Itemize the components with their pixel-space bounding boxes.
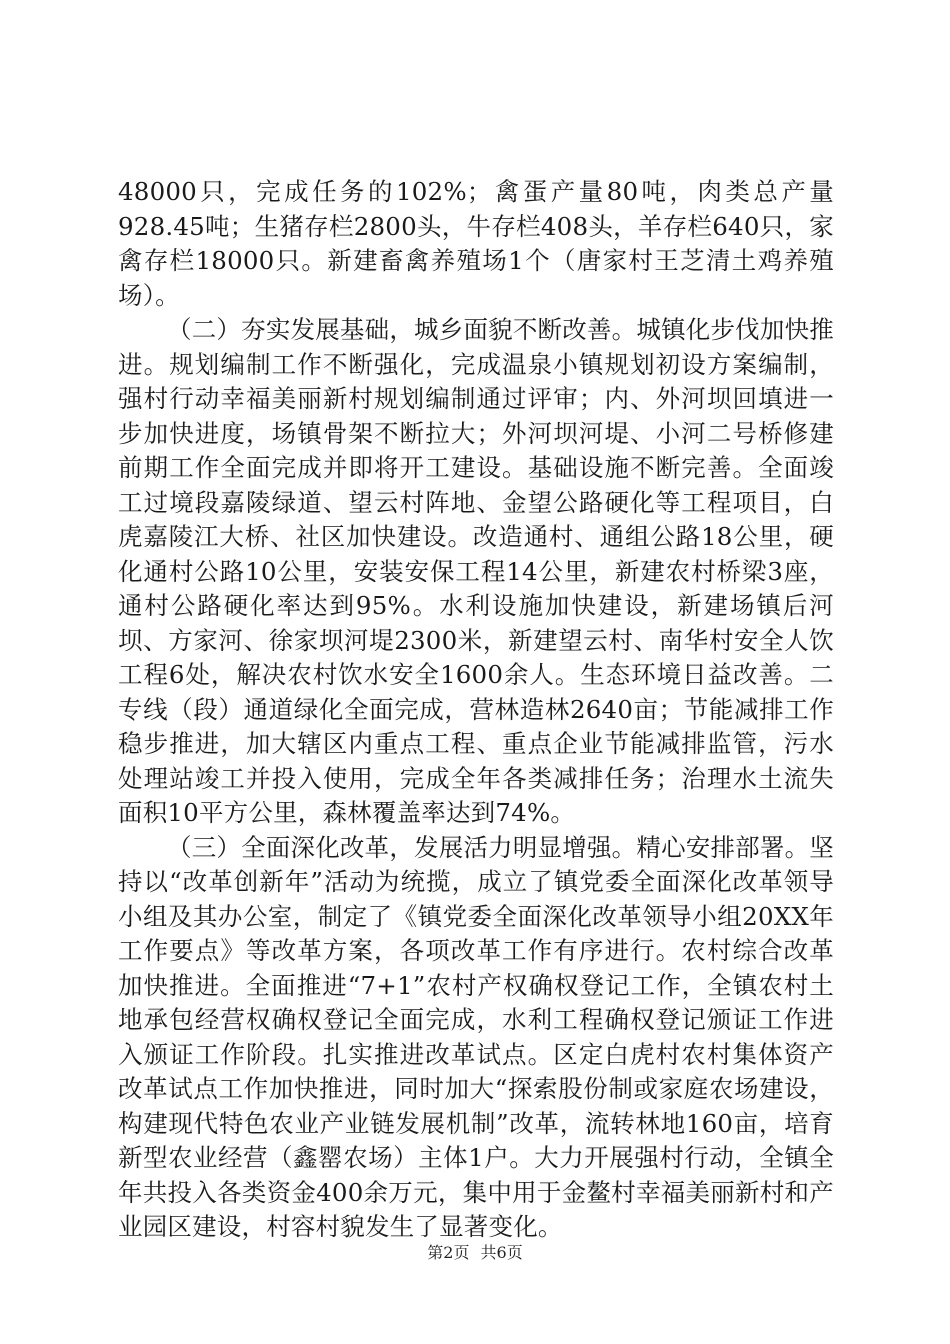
page-number: 第2页 xyxy=(427,1243,470,1262)
document-body xyxy=(118,175,834,1245)
paragraph-livestock: 48000只，完成任务的102%；禽蛋产量80吨，肉类总产量928.45吨；生猪存栏2800头，牛存栏408头，羊存栏640只，家禽存栏18000只。新建畜禽养殖场1个（唐家村王芝清土鸡养殖场）。 xyxy=(118,177,834,310)
page-total: 共6页 xyxy=(480,1243,523,1262)
paragraph-infrastructure: （二）夯实发展基础，城乡面貌不断改善。城镇化步伐加快推进。规划编制工作不断强化，完成温泉小镇规划初设方案编制，强村行动幸福美丽新村规划编制通过评审；内、外河坝回填进一步加快进度，场镇骨架不断拉大；外河坝河堤、小河二号桥修建前期工作全面完成并即将开工建设。基础设施不断完善。全面竣工过境段嘉陵绿道、望云村阵地、金望公路硬化等工程项目，白虎嘉陵江大桥、社区加快建设。改造通村、通组公路18公里，硬化通村公路10公里，安装安保工程14公里，新建农村桥梁3座，通村公路硬化率达到95%。水利设施加快建设，新建场镇后河坝、方家河、徐家坝河堤2300米，新建望云村、南华村安全人饮工程6处，解决农村饮水安全1600余人。生态环境日益改善。二专线（段）通道绿化全面完成，营林造林2640亩；节能减排工作稳步推进，加大辖区内重点工程、重点企业节能减排监管，污水处理站竣工并投入使用，完成全年各类减排任务；治理水土流失面积10平方公里，森林覆盖率达到74%。 xyxy=(118,315,834,827)
page-footer xyxy=(0,1240,950,1263)
paragraph-reform: （三）全面深化改革，发展活力明显增强。精心安排部署。坚持以“改革创新年”活动为统揽，成立了镇党委全面深化改革领导小组及其办公室，制定了《镇党委全面深化改革领导小组20XX年工作要点》等改革方案，各项改革工作有序进行。农村综合改革加快推进。全面推进“7+1”农村产权确权登记工作，全镇农村土地承包经营权确权登记全面完成，水利工程确权登记颁证工作进入颁证工作阶段。扎实推进改革试点。区定白虎村农村集体资产改革试点工作加快推进，同时加大“探索股份制或家庭农场建设，构建现代特色农业产业链发展机制”改革，流转林地160亩，培育新型农业经营（鑫罂农场）主体1户。大力开展强村行动，全镇全年共投入各类资金400余万元，集中用于金鳌村幸福美丽新村和产业园区建设，村容村貌发生了显著变化。 xyxy=(118,832,834,1241)
